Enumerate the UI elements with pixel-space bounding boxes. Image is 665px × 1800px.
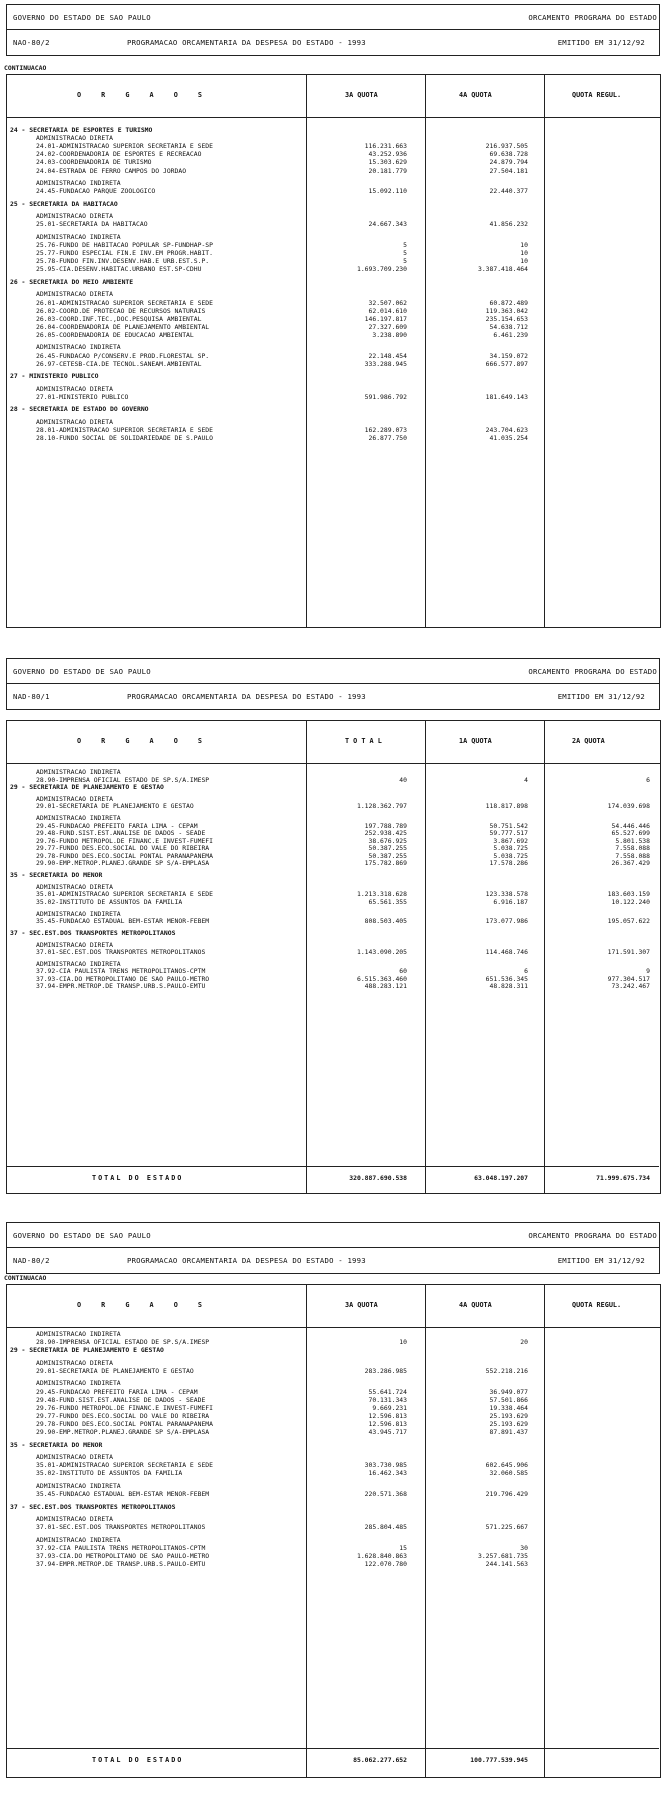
cell-value: 602.645.906: [485, 1461, 528, 1470]
cell-value: 27.327.609: [368, 322, 407, 331]
cell-value: 173.077.986: [485, 917, 528, 926]
cell-value: 219.796.429: [485, 1489, 528, 1498]
cell-value: 73.242.467: [611, 982, 650, 991]
table-row: 26.01-ADMINISTRACAO SUPERIOR SECRETARIA E SEDE: [36, 298, 213, 307]
cell-value: 216.937.505: [485, 142, 528, 151]
header-divider: [7, 683, 659, 684]
cell-value: 6: [524, 967, 528, 976]
table-row: 35.01-ADMINISTRACAO SUPERIOR SECRETARIA E SEDE: [36, 1461, 213, 1470]
cell-value: 162.289.073: [364, 426, 407, 435]
cell-value: 15.303.629: [368, 158, 407, 167]
cell-value: 6: [646, 775, 650, 784]
cell-value: 15: [399, 1543, 407, 1552]
cell-value: 10.122.240: [611, 897, 650, 906]
cell-value: 60.872.489: [489, 298, 528, 307]
cell-value: 38.676.925: [368, 836, 407, 845]
total-divider: [6, 1166, 659, 1167]
column-divider: [425, 721, 426, 1193]
cell-value: 25.193.629: [489, 1419, 528, 1428]
cell-value: 5.801.538: [615, 836, 650, 845]
cell-value: 1.143.090.205: [356, 948, 407, 957]
column-header-row: [7, 1285, 660, 1328]
total-value: 320.887.690.538: [349, 1174, 407, 1182]
subgroup-label: ADMINISTRACAO DIRETA: [36, 418, 113, 426]
cell-value: 283.286.985: [364, 1366, 407, 1375]
cell-value: 252.938.425: [364, 829, 407, 838]
column-header: 1A QUOTA: [459, 737, 492, 745]
cell-value: 666.577.897: [485, 359, 528, 368]
table-row: 29.78-FUNDO DES.ECO.SOCIAL PONTAL PARANAPANEMA: [36, 1419, 213, 1428]
cell-value: 59.777.517: [489, 829, 528, 838]
section-heading: 35 - SECRETARIA DO MENOR: [10, 1440, 103, 1449]
cell-value: 70.131.343: [368, 1395, 407, 1404]
cell-value: 651.536.345: [485, 974, 528, 983]
cell-value: 175.782.869: [364, 859, 407, 868]
table-row: 24.03-COORDENADORIA DE TURISMO: [36, 158, 152, 167]
cell-value: 12.596.813: [368, 1411, 407, 1420]
subgroup-label: ADMINISTRACAO DIRETA: [36, 134, 113, 143]
column-divider: [544, 1285, 545, 1777]
header-divider: [7, 1247, 659, 1248]
cell-value: 34.159.072: [489, 351, 528, 360]
cell-value: 977.304.517: [607, 974, 650, 983]
subgroup-label: ADMINISTRACAO DIRETA: [36, 940, 113, 949]
table-row: 25.78-FUNDO FIN.INV.DESENV.HAB.E URB.EST.S.P.: [36, 257, 210, 266]
cell-value: 10: [520, 257, 528, 266]
cell-value: 57.501.866: [489, 1395, 528, 1404]
cell-value: 9.669.231: [372, 1403, 407, 1412]
total-value: 100.777.539.945: [470, 1756, 528, 1764]
table-row: 37.01-SEC.EST.DOS TRANSPORTES METROPOLITANOS: [36, 948, 206, 957]
page-header: [6, 658, 660, 710]
cell-value: 10: [520, 249, 528, 258]
section-heading: 37 - SEC.EST.DOS TRANSPORTES METROPOLITANOS: [10, 1502, 176, 1511]
section-heading: 28 - SECRETARIA DE ESTADO DO GOVERNO: [10, 405, 149, 414]
total-value: 71.999.675.734: [596, 1174, 650, 1182]
total-value: 85.062.277.652: [353, 1756, 407, 1764]
cell-value: 26.877.750: [368, 434, 407, 443]
cell-value: 235.154.653: [485, 314, 528, 323]
header-issue-date: EMITIDO EM 31/12/92: [557, 692, 645, 701]
section-heading: 27 - MINISTERIO PUBLICO: [10, 372, 99, 381]
column-header: 2A QUOTA: [572, 737, 605, 745]
table-row: 29.76-FUNDO METROPOL.DE FINANC.E INVEST-FUMEFI: [36, 1403, 213, 1412]
cell-value: 146.197.817: [364, 314, 407, 323]
cell-value: 48.828.311: [489, 982, 528, 991]
table-row: 26.05-COORDENADORIA DE EDUCACAO AMBIENTAL: [36, 330, 194, 339]
subgroup-label: ADMINISTRACAO INDIRETA: [36, 179, 121, 188]
cell-value: 43.945.717: [368, 1428, 407, 1436]
cell-value: 50.387.255: [368, 844, 407, 853]
total-value: 63.048.197.207: [474, 1174, 528, 1182]
column-header-row: [7, 75, 660, 118]
cell-value: 10: [399, 1338, 407, 1347]
table-row: 35.45-FUNDACAO ESTADUAL BEM-ESTAR MENOR-FEBEM: [36, 1489, 210, 1498]
cell-value: 591.986.792: [364, 392, 407, 401]
subgroup-label: ADMINISTRACAO DIRETA: [36, 384, 113, 393]
continuation-label: CONTINUACAO: [4, 1274, 47, 1282]
column-header: O R G A O S: [77, 1301, 211, 1309]
table-row: 29.45-FUNDACAO PREFEITO FARIA LIMA - CEPAM: [36, 821, 198, 830]
cell-value: 27.504.181: [489, 166, 528, 175]
table-row: 25.77-FUNDO ESPECIAL FIN.E INV.EM PROGR.HABIT.: [36, 249, 213, 258]
section-heading: 24 - SECRETARIA DE ESPORTES E TURISMO: [10, 126, 153, 134]
header-form-code: NAO-80/2: [13, 38, 50, 47]
table-row: 29.48-FUND.SIST.EST.ANALISE DE DADOS - SEADE: [36, 829, 206, 838]
table-row: 26.45-FUNDACAO P/CONSERV.E PROD.FLORESTAL SP.: [36, 351, 210, 360]
table-row: 25.95-CIA.DESENV.HABITAC.URBANO EST.SP-CDHU: [36, 265, 202, 274]
cell-value: 50.387.255: [368, 851, 407, 860]
subgroup-label: ADMINISTRACAO INDIRETA: [36, 1330, 121, 1338]
table-row: 24.02-COORDENADORIA DE ESPORTES E RECREACAO: [36, 150, 202, 159]
cell-value: 333.288.945: [364, 359, 407, 368]
header-budget-title: ORCAMENTO PROGRAMA DO ESTADO: [528, 1231, 657, 1240]
total-label: TOTAL DO ESTADO: [92, 1174, 184, 1182]
cell-value: 6.916.187: [493, 897, 528, 906]
cell-value: 20: [520, 1338, 528, 1347]
table-row: 37.92-CIA PAULISTA TRENS METROPOLITANOS-CPTM: [36, 1543, 206, 1552]
column-header: O R G A O S: [77, 737, 211, 745]
total-label: TOTAL DO ESTADO: [92, 1756, 184, 1764]
cell-value: 6.461.239: [493, 330, 528, 339]
header-issue-date: EMITIDO EM 31/12/92: [557, 38, 645, 47]
cell-value: 17.578.286: [489, 859, 528, 868]
table-row: 29.90-EMP.METROP.PLANEJ.GRANDE SP S/A-EMPLASA: [36, 1428, 210, 1436]
cell-value: 1.213.318.628: [356, 890, 407, 899]
cell-value: 118.817.898: [485, 802, 528, 811]
column-header: 3A QUOTA: [345, 91, 378, 99]
cell-value: 19.338.464: [489, 1403, 528, 1412]
table-row: 37.94-EMPR.METROP.DE TRANSP.URB.S.PAULO-EMTU: [36, 1560, 206, 1569]
cell-value: 30: [520, 1543, 528, 1552]
column-header: 4A QUOTA: [459, 91, 492, 99]
cell-value: 220.571.368: [364, 1489, 407, 1498]
cell-value: 1.628.840.863: [356, 1551, 407, 1560]
cell-value: 183.603.159: [607, 890, 650, 899]
table-row: 29.77-FUNDO DES.ECO.SOCIAL DO VALE DO RIBEIRA: [36, 1411, 210, 1420]
table-row: 35.02-INSTITUTO DE ASSUNTOS DA FAMILIA: [36, 897, 183, 906]
header-program-title: PROGRAMACAO ORCAMENTARIA DA DESPESA DO ESTADO - 1993: [127, 38, 366, 47]
cell-value: 123.338.578: [485, 890, 528, 899]
cell-value: 6.515.363.460: [356, 974, 407, 983]
table-row: 29.90-EMP.METROP.PLANEJ.GRANDE SP S/A-EMPLASA: [36, 859, 210, 868]
cell-value: 5: [403, 241, 407, 250]
cell-value: 41.035.254: [489, 434, 528, 443]
subgroup-label: ADMINISTRACAO INDIRETA: [36, 909, 121, 918]
column-header: 4A QUOTA: [459, 1301, 492, 1309]
column-header-row: [7, 721, 660, 764]
subgroup-label: ADMINISTRACAO INDIRETA: [36, 959, 121, 968]
table-row: 29.78-FUNDO DES.ECO.SOCIAL PONTAL PARANAPANEMA: [36, 851, 213, 860]
cell-value: 54.638.712: [489, 322, 528, 331]
cell-value: 3.238.890: [372, 330, 407, 339]
cell-value: 12.596.813: [368, 1419, 407, 1428]
cell-value: 50.751.542: [489, 821, 528, 830]
table-row: 29.01-SECRETARIA DE PLANEJAMENTO E GESTAO: [36, 802, 194, 811]
column-divider: [306, 721, 307, 1193]
cell-value: 5: [403, 257, 407, 266]
cell-value: 195.057.622: [607, 917, 650, 926]
column-divider: [425, 1285, 426, 1777]
cell-value: 24.667.343: [368, 220, 407, 229]
header-budget-title: ORCAMENTO PROGRAMA DO ESTADO: [528, 667, 657, 676]
table-row: 28.90-IMPRENSA OFICIAL ESTADO DE SP.S/A.IMESP: [36, 1338, 210, 1347]
cell-value: 10: [520, 241, 528, 250]
header-form-code: NAD-80/2: [13, 1256, 50, 1265]
header-budget-title: ORCAMENTO PROGRAMA DO ESTADO: [528, 13, 657, 22]
section-heading: 29 - SECRETARIA DE PLANEJAMENTO E GESTAO: [10, 783, 164, 792]
column-header: T O T A L: [345, 737, 382, 745]
cell-value: 69.638.728: [489, 150, 528, 159]
column-header: QUOTA REGUL.: [572, 91, 622, 99]
cell-value: 22.440.377: [489, 187, 528, 196]
header-divider: [7, 29, 659, 30]
table-row: 35.45-FUNDACAO ESTADUAL BEM-ESTAR MENOR-FEBEM: [36, 917, 210, 926]
subgroup-label: ADMINISTRACAO INDIRETA: [36, 1535, 121, 1544]
cell-value: 5: [403, 249, 407, 258]
table-row: 26.03-COORD.INF.TEC.,DOC.PESQUISA AMBIENTAL: [36, 314, 202, 323]
cell-value: 122.070.780: [364, 1560, 407, 1569]
column-divider: [544, 75, 545, 627]
subgroup-label: ADMINISTRACAO DIRETA: [36, 1453, 113, 1462]
table-row: 29.76-FUNDO METROPOL.DE FINANC.E INVEST-FUMEFI: [36, 836, 213, 845]
header-program-title: PROGRAMACAO ORCAMENTARIA DA DESPESA DO ESTADO - 1993: [127, 692, 366, 701]
cell-value: 488.283.121: [364, 982, 407, 991]
cell-value: 552.218.216: [485, 1366, 528, 1375]
table-row: 29.45-FUNDACAO PREFEITO FARIA LIMA - CEPAM: [36, 1387, 198, 1396]
cell-value: 87.891.437: [489, 1428, 528, 1436]
column-header: O R G A O S: [77, 91, 211, 99]
cell-value: 32.507.062: [368, 298, 407, 307]
subgroup-label: ADMINISTRACAO DIRETA: [36, 882, 113, 891]
column-header: QUOTA REGUL.: [572, 1301, 622, 1309]
table-row: 35.01-ADMINISTRACAO SUPERIOR SECRETARIA E SEDE: [36, 890, 213, 899]
table-row: 26.97-CETESB-CIA.DE TECNOL.SANEAM.AMBIENTAL: [36, 359, 202, 368]
cell-value: 41.856.232: [489, 220, 528, 229]
column-divider: [306, 75, 307, 627]
header-government: GOVERNO DO ESTADO DE SAO PAULO: [13, 667, 151, 676]
cell-value: 24.879.794: [489, 158, 528, 167]
cell-value: 43.252.936: [368, 150, 407, 159]
table-row: 28.10-FUNDO SOCIAL DE SOLIDARIEDADE DE S.PAULO: [36, 434, 213, 443]
cell-value: 3.257.681.735: [477, 1551, 528, 1560]
table-row: 24.45-FUNDACAO PARQUE ZOOLOGICO: [36, 187, 156, 196]
subgroup-label: ADMINISTRACAO INDIRETA: [36, 232, 121, 241]
table-row: 37.92-CIA PAULISTA TRENS METROPOLITANOS-CPTM: [36, 967, 206, 976]
header-form-code: NAD-80/1: [13, 692, 50, 701]
table-row: 37.93-CIA.DO METROPOLITANO DE SAO PAULO-METRO: [36, 1551, 210, 1560]
cell-value: 65.561.355: [368, 897, 407, 906]
cell-value: 32.060.585: [489, 1469, 528, 1478]
cell-value: 181.649.143: [485, 392, 528, 401]
cell-value: 571.225.667: [485, 1523, 528, 1532]
cell-value: 244.141.563: [485, 1560, 528, 1569]
cell-value: 26.367.429: [611, 859, 650, 868]
cell-value: 5.038.725: [493, 851, 528, 860]
cell-value: 16.462.343: [368, 1469, 407, 1478]
table-row: 25.01-SECRETARIA DA HABITACAO: [36, 220, 148, 229]
subgroup-label: ADMINISTRACAO INDIRETA: [36, 814, 121, 823]
header-program-title: PROGRAMACAO ORCAMENTARIA DA DESPESA DO ESTADO - 1993: [127, 1256, 366, 1265]
table-row: 29.48-FUND.SIST.EST.ANALISE DE DADOS - SEADE: [36, 1395, 206, 1404]
header-issue-date: EMITIDO EM 31/12/92: [557, 1256, 645, 1265]
header-government: GOVERNO DO ESTADO DE SAO PAULO: [13, 1231, 151, 1240]
cell-value: 7.558.088: [615, 844, 650, 853]
cell-value: 55.641.724: [368, 1387, 407, 1396]
table-row: 27.01-MINISTERIO PUBLICO: [36, 392, 129, 401]
table-row: 29.77-FUNDO DES.ECO.SOCIAL DO VALE DO RIBEIRA: [36, 844, 210, 853]
page-header: [6, 4, 660, 56]
section-heading: 35 - SECRETARIA DO MENOR: [10, 871, 103, 880]
cell-value: 7.558.088: [615, 851, 650, 860]
table-row: 28.90-IMPRENSA OFICIAL ESTADO DE SP.S/A.IMESP: [36, 775, 210, 784]
total-divider: [6, 1748, 659, 1749]
cell-value: 9: [646, 967, 650, 976]
cell-value: 54.446.446: [611, 821, 650, 830]
column-header: 3A QUOTA: [345, 1301, 378, 1309]
cell-value: 62.014.610: [368, 306, 407, 315]
subgroup-label: ADMINISTRACAO INDIRETA: [36, 1481, 121, 1490]
cell-value: 116.231.663: [364, 142, 407, 151]
section-heading: 37 - SEC.EST.DOS TRANSPORTES METROPOLITANOS: [10, 928, 176, 937]
cell-value: 174.039.698: [607, 802, 650, 811]
continuation-label: CONTINUACAO: [4, 64, 47, 72]
subgroup-label: ADMINISTRACAO DIRETA: [36, 794, 113, 803]
cell-value: 40: [399, 775, 407, 784]
column-divider: [544, 721, 545, 1193]
table-row: 37.01-SEC.EST.DOS TRANSPORTES METROPOLITANOS: [36, 1523, 206, 1532]
page-header: [6, 1222, 660, 1274]
cell-value: 119.363.042: [485, 306, 528, 315]
table-row: 28.01-ADMINISTRACAO SUPERIOR SECRETARIA E SEDE: [36, 426, 213, 435]
cell-value: 3.387.418.464: [477, 265, 528, 274]
subgroup-label: ADMINISTRACAO DIRETA: [36, 1515, 113, 1524]
cell-value: 1.128.362.797: [356, 802, 407, 811]
subgroup-label: ADMINISTRACAO INDIRETA: [36, 768, 121, 776]
cell-value: 60: [399, 967, 407, 976]
header-government: GOVERNO DO ESTADO DE SAO PAULO: [13, 13, 151, 22]
column-divider: [306, 1285, 307, 1777]
column-divider: [425, 75, 426, 627]
subgroup-label: ADMINISTRACAO INDIRETA: [36, 1379, 121, 1388]
cell-value: 285.804.485: [364, 1523, 407, 1532]
table-row: 26.02-COORD.DE PROTECAO DE RECURSOS NATURAIS: [36, 306, 206, 315]
table-row: 37.93-CIA.DO METROPOLITANO DE SAO PAULO-METRO: [36, 974, 210, 983]
cell-value: 20.181.779: [368, 166, 407, 175]
subgroup-label: ADMINISTRACAO DIRETA: [36, 290, 113, 299]
cell-value: 114.468.746: [485, 948, 528, 957]
cell-value: 65.527.699: [611, 829, 650, 838]
section-heading: 26 - SECRETARIA DO MEIO AMBIENTE: [10, 277, 134, 286]
table-row: 26.04-COORDENADORIA DE PLANEJAMENTO AMBIENTAL: [36, 322, 210, 331]
cell-value: 243.704.623: [485, 426, 528, 435]
section-heading: 29 - SECRETARIA DE PLANEJAMENTO E GESTAO: [10, 1346, 164, 1355]
table-row: 37.94-EMPR.METROP.DE TRANSP.URB.S.PAULO-EMTU: [36, 982, 206, 991]
table-row: 24.01-ADMINISTRACAO SUPERIOR SECRETARIA E SEDE: [36, 142, 213, 151]
subgroup-label: ADMINISTRACAO DIRETA: [36, 1358, 113, 1367]
section-heading: 25 - SECRETARIA DA HABITACAO: [10, 199, 118, 208]
subgroup-label: ADMINISTRACAO INDIRETA: [36, 343, 121, 352]
cell-value: 3.867.692: [493, 836, 528, 845]
subgroup-label: ADMINISTRACAO DIRETA: [36, 212, 113, 221]
cell-value: 15.092.110: [368, 187, 407, 196]
cell-value: 36.949.077: [489, 1387, 528, 1396]
table-row: 29.01-SECRETARIA DE PLANEJAMENTO E GESTAO: [36, 1366, 194, 1375]
cell-value: 22.148.454: [368, 351, 407, 360]
table-row: 35.02-INSTITUTO DE ASSUNTOS DA FAMILIA: [36, 1469, 183, 1478]
cell-value: 4: [524, 775, 528, 784]
cell-value: 808.503.405: [364, 917, 407, 926]
cell-value: 171.591.307: [607, 948, 650, 957]
cell-value: 25.193.629: [489, 1411, 528, 1420]
cell-value: 5.038.725: [493, 844, 528, 853]
table-row: 24.04-ESTRADA DE FERRO CAMPOS DO JORDAO: [36, 166, 187, 175]
table-row: 25.76-FUNDO DE HABITACAO POPULAR SP-FUNDHAP-SP: [36, 241, 213, 250]
cell-value: 303.730.985: [364, 1461, 407, 1470]
cell-value: 197.788.789: [364, 821, 407, 830]
cell-value: 1.693.709.230: [356, 265, 407, 274]
